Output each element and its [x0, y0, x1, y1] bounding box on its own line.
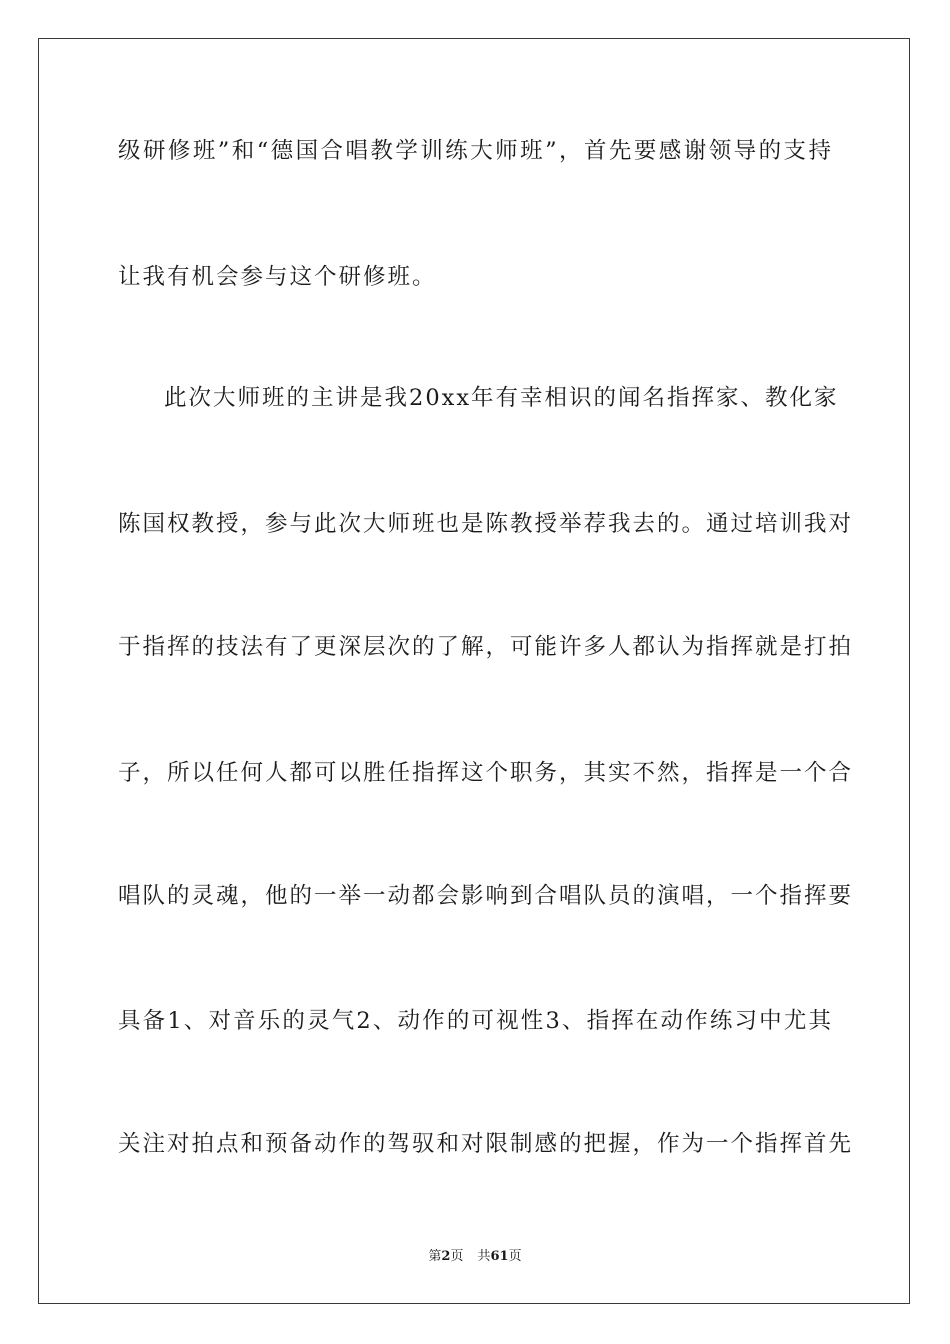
body-text-line-4: 陈国权教授，参与此次大师班也是陈教授举荐我去的。通过培训我对 [118, 511, 854, 537]
body-text-line-9: 关注对拍点和预备动作的驾驭和对限制感的把握，作为一个指挥首先 [118, 1131, 854, 1157]
page-footer [0, 1248, 950, 1266]
page-border [38, 38, 910, 1304]
body-text-line-5: 于指挥的技法有了更深层次的了解，可能许多人都认为指挥就是打拍 [118, 634, 854, 660]
footer-page-suffix: 页 [450, 1249, 464, 1264]
body-text-line-8: 具备1、对音乐的灵气2、动作的可视性3、指挥在动作练习中尤其 [118, 1008, 833, 1034]
body-text-line-2: 让我有机会参与这个研修班。 [118, 264, 437, 290]
footer-total-pages: 61 [490, 1249, 509, 1264]
footer-total-suffix: 页 [508, 1249, 522, 1264]
footer-page-number: 2 [441, 1249, 451, 1264]
body-text-line-3: 此次大师班的主讲是我20xx年有幸相识的闻名指挥家、教化家 [164, 385, 839, 411]
body-text-line-7: 唱队的灵魂，他的一举一动都会影响到合唱队员的演唱，一个指挥要 [118, 883, 854, 909]
body-text-line-1: 级研修班”和“德国合唱教学训练大师班”，首先要感谢领导的支持 [118, 138, 833, 164]
body-text-line-6: 子，所以任何人都可以胜任指挥这个职务，其实不然，指挥是一个合 [118, 760, 854, 786]
footer-total-prefix: 共 [477, 1249, 491, 1264]
footer-page-prefix: 第 [428, 1249, 442, 1264]
